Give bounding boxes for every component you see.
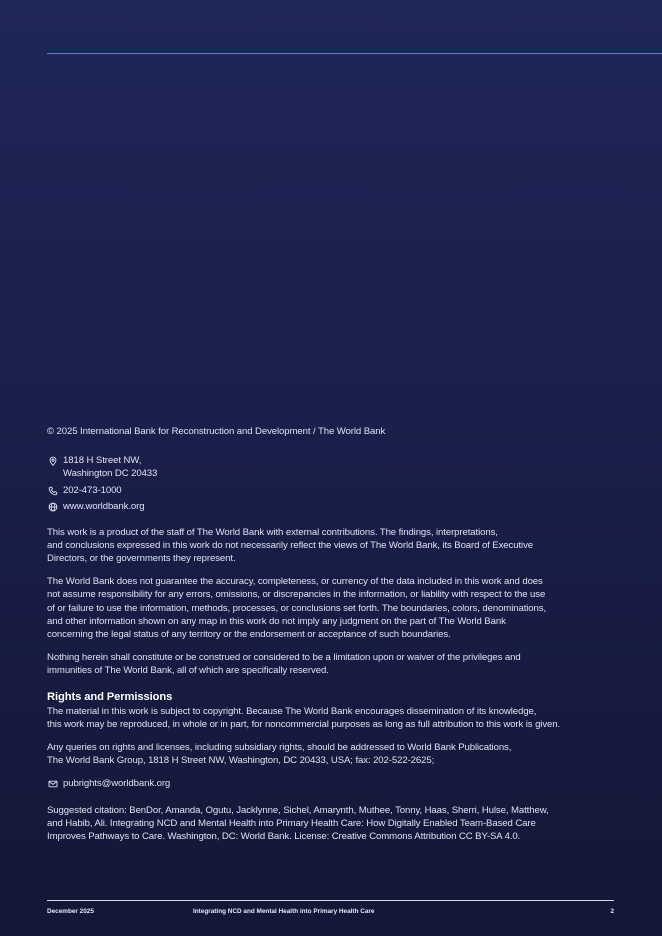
phone-icon [47, 485, 59, 497]
text-line: Nothing herein shall constitute or be construed or considered to be a limitation upon or waiver of the privileges and [47, 651, 521, 663]
footer-title: Integrating NCD and Mental Health into Primary Health Care [193, 908, 375, 915]
footer-date: December 2025 [47, 908, 94, 915]
website-link[interactable]: www.worldbank.org [63, 500, 145, 512]
text-line: and other information shown on any map in this work do not imply any judgment on the part of The World Bank [47, 615, 506, 627]
text-line: not assume responsibility for any errors, omissions, or discrepancies in the information, or liability with respect to the use [47, 589, 546, 601]
text-line: Directors, or the governments they represent. [47, 553, 236, 565]
address-row [47, 454, 612, 480]
disclaimer-paragraph-2 [47, 575, 612, 641]
text-line: and Habib, Ali. Integrating NCD and Mental Health into Primary Health Care: How Digitally Enabled Team-Based Care [47, 818, 536, 830]
text-line: The World Bank does not guarantee the accuracy, completeness, or currency of the data included in this work and does [47, 576, 543, 588]
rights-heading: Rights and Permissions [47, 691, 173, 704]
text-line: immunities of The World Bank, all of which are specifically reserved. [47, 664, 329, 676]
disclaimer-paragraph-1 [47, 526, 612, 566]
text-line: and conclusions expressed in this work do not necessarily reflect the views of The World Bank, its Board of Executive [47, 540, 534, 552]
email-row [47, 777, 612, 790]
envelope-icon [47, 778, 59, 790]
page-number: 2 [610, 908, 614, 915]
text-line: Improves Pathways to Care. Washington, DC: World Bank. License: Creative Commons Attribution CC BY-SA 4.0. [47, 831, 521, 843]
text-line: Suggested citation: BenDor, Amanda, Ogutu, Jacklynne, Sichel, Amarynth, Muthee, Tonny, Haas, Sherri, Hulse, Matthew, [47, 805, 549, 817]
phone-number: 202-473-1000 [63, 484, 122, 496]
text-line: This work is a product of the staff of The World Bank with external contributions. The findings, interpretations, [47, 527, 498, 539]
copyright-notice: © 2025 International Bank for Reconstruction and Development / The World Bank [47, 426, 386, 437]
page-footer [47, 908, 614, 918]
text-line: Any queries on rights and licenses, including subsidiary rights, should be addressed to World Bank Publications, [47, 741, 512, 753]
email-link[interactable]: pubrights@worldbank.org [63, 777, 171, 789]
text-line: The World Bank Group, 1818 H Street NW, Washington, DC 20433, USA; fax: 202-522-2625; [47, 755, 435, 767]
location-pin-icon [47, 455, 59, 467]
disclaimer-paragraph-3 [47, 651, 612, 677]
text-line: concerning the legal status of any territory or the endorsement or acceptance of such boundaries. [47, 628, 451, 640]
footer-rule [47, 900, 614, 901]
phone-row [47, 484, 612, 497]
suggested-citation [47, 804, 612, 844]
text-line: The material in this work is subject to copyright. Because The World Bank encourages dissemination of its knowledge, [47, 706, 537, 718]
address-line-1: 1818 H Street NW, [63, 455, 142, 467]
rights-paragraph-1 [47, 705, 612, 731]
contact-info [47, 454, 612, 513]
globe-icon [47, 501, 59, 513]
address-line-2: Washington DC 20433 [63, 468, 158, 480]
top-accent-rule [47, 53, 662, 54]
text-line: this work may be reproduced, in whole or in part, for noncommercial purposes as long as full attribution to this work is given. [47, 719, 561, 731]
copyright-page-content [47, 425, 612, 853]
website-row [47, 500, 612, 513]
text-line: of or failure to use the information, methods, processes, or conclusions set forth. The boundaries, colors, denominations, [47, 602, 547, 614]
rights-paragraph-2 [47, 741, 612, 767]
